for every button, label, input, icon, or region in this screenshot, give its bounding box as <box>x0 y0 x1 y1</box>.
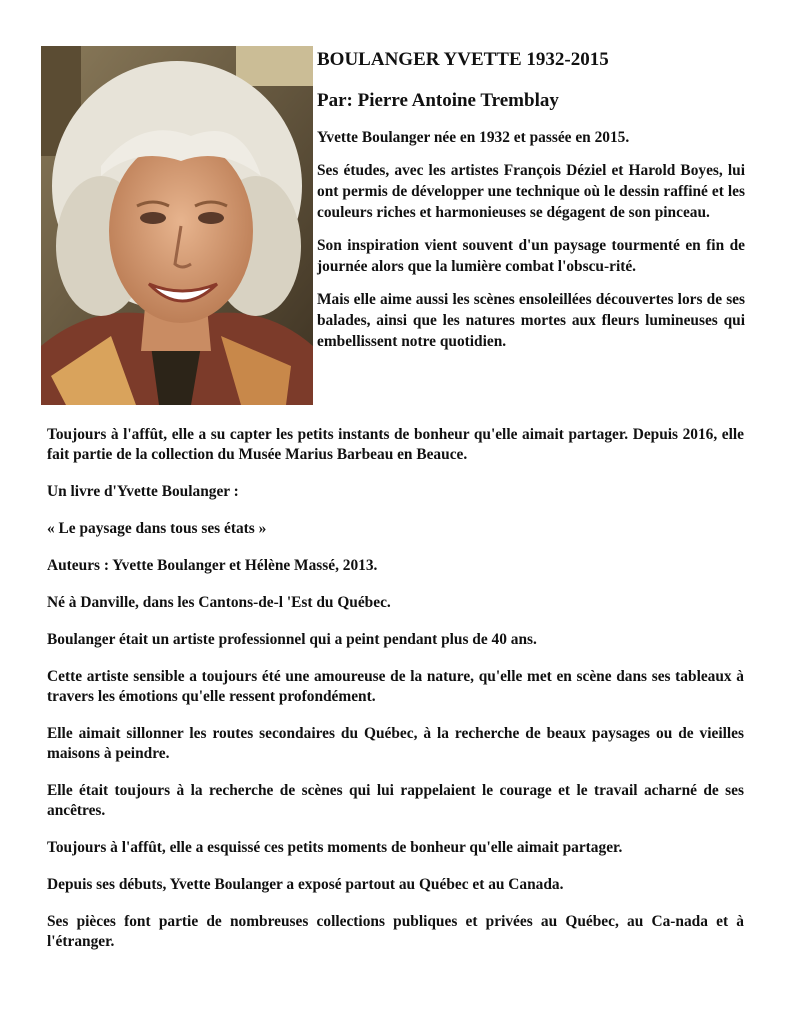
paragraph: Yvette Boulanger née en 1932 et passée en 2015. <box>317 129 630 146</box>
right-column <box>317 48 745 364</box>
book-title: « Le paysage dans tous ses états » <box>47 520 267 537</box>
paragraph: Ses études, avec les artistes François Déziel et Harold Boyes, lui ont permis de développer une technique où le dessin raffiné et les couleurs riches et harmonieuses se dégagent de son pinceau. <box>317 162 745 221</box>
paragraph: Ses pièces font partie de nombreuses collections publiques et privées au Québec, au Ca-nada et à l'étranger. <box>47 913 744 950</box>
paragraph: Son inspiration vient souvent d'un paysage tourmenté en fin de journée alors que la lumière combat l'obscu-rité. <box>317 237 745 275</box>
paragraph: Toujours à l'affût, elle a su capter les petits instants de bonheur qu'elle aimait partager. Depuis 2016, elle fait partie de la collection du Musée Marius Barbeau en Beauce. <box>47 426 744 463</box>
paragraph: Né à Danville, dans les Cantons-de-l 'Est du Québec. <box>47 594 391 611</box>
paragraph: Depuis ses débuts, Yvette Boulanger a exposé partout au Québec et au Canada. <box>47 876 564 893</box>
portrait-photo <box>41 46 313 405</box>
paragraph: Boulanger était un artiste professionnel qui a peint pendant plus de 40 ans. <box>47 631 537 648</box>
paragraph: Elle aimait sillonner les routes secondaires du Québec, à la recherche de beaux paysages ou de vieilles maisons à peindre. <box>47 725 744 762</box>
paragraph: Elle était toujours à la recherche de scènes qui lui rappelaient le courage et le travail acharné de ses ancêtres. <box>47 782 744 819</box>
paragraph: Un livre d'Yvette Boulanger : <box>47 483 239 500</box>
body-text <box>47 425 744 969</box>
document-title: BOULANGER YVETTE 1932-2015 <box>317 49 609 70</box>
paragraph: Auteurs : Yvette Boulanger et Hélène Massé, 2013. <box>47 557 378 574</box>
paragraph: Toujours à l'affût, elle a esquissé ces petits moments de bonheur qu'elle aimait partager. <box>47 839 623 856</box>
paragraph: Cette artiste sensible a toujours été une amoureuse de la nature, qu'elle met en scène dans ses tableaux à travers les émotions qu'elle ressent profondément. <box>47 668 744 705</box>
portrait-illustration <box>41 46 313 405</box>
paragraph: Mais elle aime aussi les scènes ensoleillées découvertes lors de ses balades, ainsi que les natures mortes aux fleurs lumineuses qui embellissent notre quotidien. <box>317 291 745 350</box>
author-byline: Par: Pierre Antoine Tremblay <box>317 90 559 111</box>
